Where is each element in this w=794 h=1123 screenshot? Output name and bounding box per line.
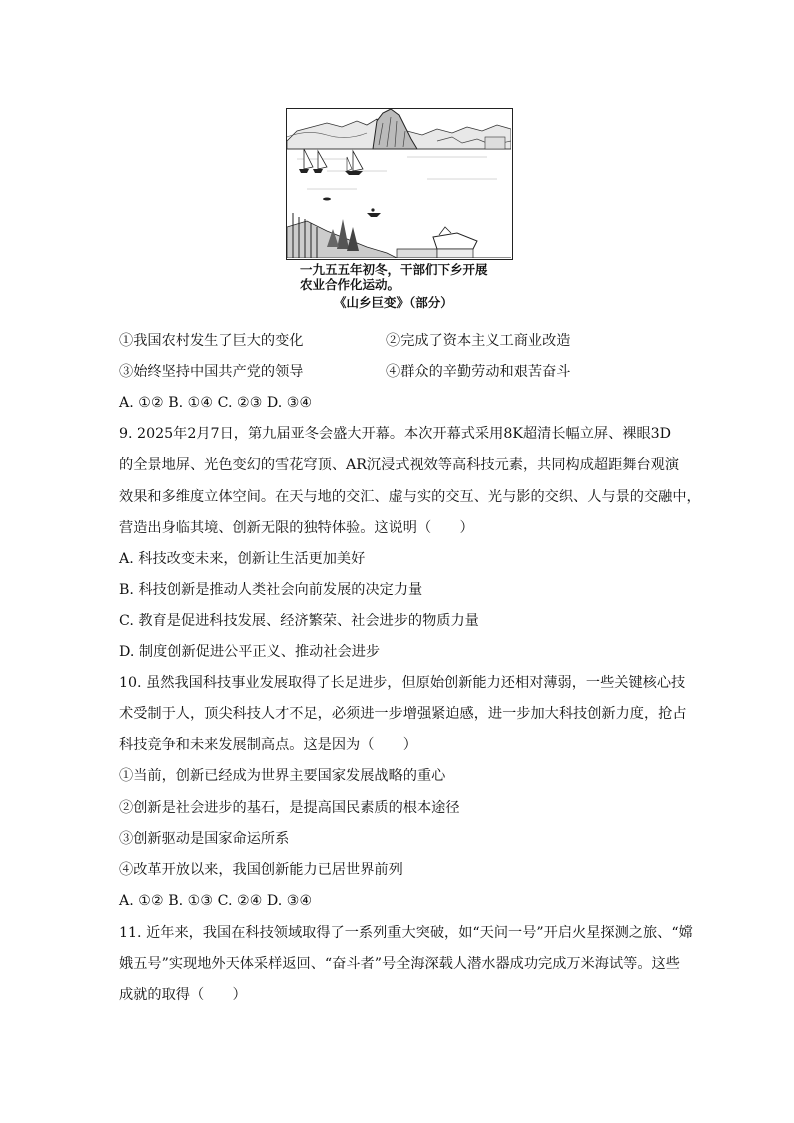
q10-option-3: ③创新驱动是国家命运所系 <box>119 831 290 847</box>
q9-option-c: C. 教育是促进科技发展、经济繁荣、社会进步的物质力量 <box>119 613 479 629</box>
caption-line-1: 一九五五年初冬，干部们下乡开展 <box>300 262 488 277</box>
q9-stem-line-1: 9. 2025年2月7日，第九届亚冬会盛大开幕。本次开幕式采用8K超清长幅立屏、裸眼3D <box>119 426 672 442</box>
figure-caption <box>300 262 488 292</box>
q8-choices: A. ①② B. ①④ C. ②③ D. ③④ <box>119 395 313 411</box>
q9-stem-line-4: 营造出身临其境、创新无限的独特体验。这说明（ ） <box>119 520 474 536</box>
q11-stem-line-1: 11. 近年来，我国在科技领域取得了一系列重大突破，如“天问一号”开启火星探测之旅、“嫦 <box>119 925 693 941</box>
q10-stem-line-3: 科技竞争和未来发展制高点。这是因为（ ） <box>119 737 417 753</box>
landscape-drawing <box>287 109 511 258</box>
q9-option-b: B. 科技创新是推动人类社会向前发展的决定力量 <box>119 582 423 598</box>
q8-option-2: ②完成了资本主义工商业改造 <box>386 333 571 349</box>
q11-stem-line-3: 成就的取得（ ） <box>119 987 247 1003</box>
illustration-shan-xiang-ju-bian <box>286 108 513 260</box>
q10-option-1: ①当前，创新已经成为世界主要国家发展战略的重心 <box>119 768 446 784</box>
q10-stem-line-1: 10. 虽然我国科技事业发展取得了长足进步，但原始创新能力还相对薄弱，一些关键核心技 <box>119 675 686 691</box>
figure-source: 《山乡巨变》（部分） <box>334 295 453 310</box>
q10-choices: A. ①② B. ①③ C. ②④ D. ③④ <box>119 893 313 909</box>
q9-stem-line-3: 效果和多维度立体空间。在天与地的交汇、虚与实的交互、光与影的交织、人与景的交融中， <box>119 489 701 505</box>
q11-stem-line-2: 娥五号”实现地外天体采样返回、“奋斗者”号全海深载人潜水器成功完成万米海试等。这些 <box>119 956 680 972</box>
q9-option-d: D. 制度创新促进公平正义、推动社会进步 <box>119 644 381 660</box>
q8-option-3: ③始终坚持中国共产党的领导 <box>119 364 304 380</box>
q10-option-2: ②创新是社会进步的基石，是提高国民素质的根本途径 <box>119 800 460 816</box>
q10-option-4: ④改革开放以来，我国创新能力已居世界前列 <box>119 862 403 878</box>
q8-option-1: ①我国农村发生了巨大的变化 <box>119 333 304 349</box>
caption-line-2: 农业合作化运动。 <box>300 277 401 292</box>
q8-option-4: ④群众的辛勤劳动和艰苦奋斗 <box>386 364 571 380</box>
q9-stem-line-2: 的全景地屏、光色变幻的雪花穹顶、AR沉浸式视效等高科技元素，共同构成超距舞台观演 <box>119 457 680 473</box>
q10-stem-line-2: 术受制于人，顶尖科技人才不足，必须进一步增强紧迫感，进一步加大科技创新力度，抢占 <box>119 706 687 722</box>
q9-option-a: A. 科技改变未来，创新让生活更加美好 <box>119 551 366 567</box>
